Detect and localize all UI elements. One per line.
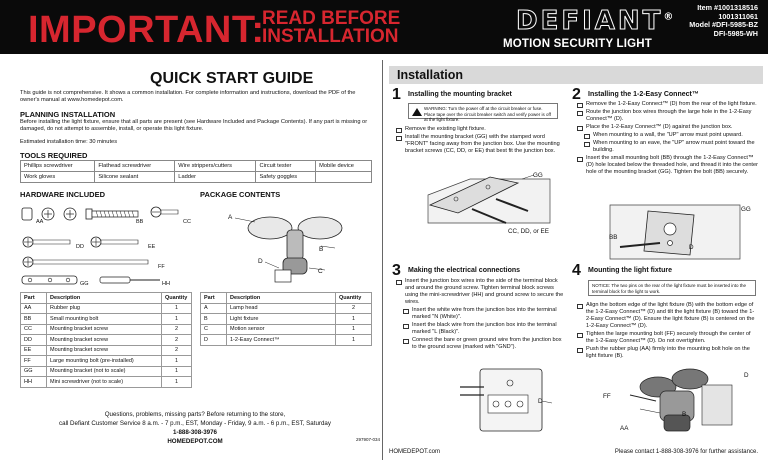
pkg-label-b: B <box>319 246 324 253</box>
step-subitem: Insert the white wire from the junction box into the terminal marked "N (White)". <box>395 307 565 321</box>
hardware-illustration <box>20 200 220 290</box>
col-header: Description <box>47 293 162 304</box>
desc-cell: Mounting bracket screw <box>47 324 162 335</box>
item-line: 1001311061 <box>718 11 758 21</box>
step-4-label-ff: FF <box>603 393 611 400</box>
pkg-label-a: A <box>228 214 233 221</box>
col-header: Part <box>201 293 227 304</box>
step-2-label-bb: BB <box>609 234 618 241</box>
planning-heading: PLANNING INSTALLATION <box>20 110 116 119</box>
qty-cell: 1 <box>162 303 192 314</box>
step-4-label-b: B <box>682 411 687 418</box>
tool-cell: Wire strippers/cutters <box>175 161 256 172</box>
qty-cell: 1 <box>336 335 372 346</box>
step-2-list <box>576 101 758 177</box>
package-table <box>200 292 372 346</box>
bracket-screw-ee-icon <box>91 237 138 247</box>
hw-label-aa: AA <box>36 219 44 225</box>
qty-cell: 1 <box>162 366 192 377</box>
tool-cell: Mobile device <box>316 161 372 172</box>
item-numbers <box>689 4 758 38</box>
step-title: Installing the 1-2-Easy Connect™ <box>588 91 699 98</box>
step-3-illustration <box>460 365 560 435</box>
desc-cell: Mounting bracket screw <box>47 335 162 346</box>
part-cell: GG <box>21 366 47 377</box>
step-number: 3 <box>392 262 401 279</box>
qty-cell: 2 <box>336 303 372 314</box>
tool-cell: Work gloves <box>21 172 95 183</box>
table-row <box>21 377 192 388</box>
table-row <box>201 303 372 314</box>
help-line: Questions, problems, missing parts? Before returning to the store, <box>104 411 286 418</box>
table-row <box>201 324 372 335</box>
read-before-line: READ BEFORE <box>262 8 401 29</box>
step-1-list <box>395 126 565 156</box>
help-phone: 1-888-308-3976 <box>172 429 218 436</box>
step-title: Installing the mounting bracket <box>408 91 512 98</box>
step-4-list <box>576 302 758 361</box>
tool-cell: Flathead screwdriver <box>95 161 175 172</box>
small-mounting-bolt-icon <box>42 208 76 220</box>
step-4-label-d: D <box>744 372 749 379</box>
important-title: IMPORTANT: <box>28 9 265 51</box>
step-2-label-d: D <box>689 244 694 251</box>
part-cell: DD <box>21 335 47 346</box>
tools-row <box>21 161 372 172</box>
table-row <box>21 303 192 314</box>
table-header-row <box>21 293 192 304</box>
desc-cell: 1-2-Easy Connect™ <box>227 335 336 346</box>
header-bar <box>0 0 768 54</box>
qty-cell: 1 <box>162 377 192 388</box>
step-item: Insert the small mounting bolt (BB) through the 1-2-Easy Connect™ (D) hole located below the threaded hole, and thread it into the center hole of the mounting bracket (GG). Tighten the bolt (BB) securely. <box>576 155 758 176</box>
footer-contact: Please contact 1-888-308-3976 for further assistance. <box>614 449 758 455</box>
col-header: Part <box>21 293 47 304</box>
warning-box <box>408 103 558 122</box>
footer-site: HOMEDEPOT.com <box>389 449 441 455</box>
part-cell: AA <box>21 303 47 314</box>
step-subitem: Insert the black wire from the junction box into the terminal marked "L (Black)". <box>395 322 565 336</box>
step-subitem: Connect the bare or green ground wire from the junction box to the ground screw (marked with "GND"). <box>395 337 565 351</box>
read-before-installation <box>262 10 400 46</box>
col-header: Quantity <box>336 293 372 304</box>
package-heading: PACKAGE CONTENTS <box>200 190 281 199</box>
hardware-heading: HARDWARE INCLUDED <box>20 190 105 199</box>
step-4-illustration <box>610 365 760 440</box>
hardware-table <box>20 292 192 388</box>
hw-label-hh: HH <box>162 281 170 287</box>
step-item: Remove the 1-2-Easy Connect™ (D) from the rear of the light fixture. <box>576 101 758 108</box>
hw-label-bb: BB <box>136 219 144 225</box>
item-line: Model #DFI-5985-BZ <box>689 20 758 30</box>
step-3-label-d: D <box>538 398 543 405</box>
desc-cell: Lamp head <box>227 303 336 314</box>
hw-label-dd: DD <box>76 244 84 250</box>
easy-connect-icon <box>275 270 291 282</box>
tool-cell: Circuit tester <box>256 161 316 172</box>
bracket-screw-cc-icon <box>151 207 178 217</box>
tool-cell: Ladder <box>175 172 256 183</box>
mini-screwdriver-icon <box>100 277 160 283</box>
warning-text: WARNING: Turn the power off at the circuit breaker or fuse. Place tape over the circuit breaker switch and verify power is off at the light fixture. <box>424 106 551 122</box>
hw-label-ff: FF <box>158 264 165 270</box>
table-row <box>21 345 192 356</box>
step-item: Insert the junction box wires into the side of the terminal block and around the ground screw. Tighten terminal block screws using the mini-screwdriver (HH) and ground screw to secure the wires. <box>395 278 565 306</box>
step-item: Align the bottom edge of the light fixture (B) with the bottom edge of the 1-2-Easy Connect™ (D) and tilt the light fixture (B) toward the 1-2-Easy Connect™ (D). Ensure the light fixture (B) is centered on the 1-2-Easy Connect™ (D). <box>576 302 758 330</box>
tool-cell <box>316 172 372 183</box>
qty-cell: 2 <box>162 345 192 356</box>
tool-cell: Silicone sealant <box>95 172 175 183</box>
pkg-label-c: C <box>318 268 323 275</box>
desc-cell: Large mounting bolt (pre-installed) <box>47 356 162 367</box>
qty-cell: 1 <box>162 356 192 367</box>
mounting-bracket-icon <box>22 276 77 284</box>
brand-logo <box>516 6 676 36</box>
part-cell: CC <box>21 324 47 335</box>
part-cell: HH <box>21 377 47 388</box>
quick-start-title: QUICK START GUIDE <box>150 70 314 87</box>
desc-cell: Mini screwdriver (not to scale) <box>47 377 162 388</box>
pkg-label-d: D <box>258 258 263 265</box>
tool-cell: Safety goggles <box>256 172 316 183</box>
item-line: Item #1001318516 <box>697 3 758 12</box>
qty-cell: 2 <box>162 335 192 346</box>
step-number: 4 <box>572 262 581 279</box>
part-cell: FF <box>21 356 47 367</box>
step-2-illustration <box>590 195 760 265</box>
table-row <box>21 335 192 346</box>
step-item: Remove the existing light fixture. <box>395 126 565 133</box>
desc-cell: Light fixture <box>227 314 336 325</box>
installation-line: INSTALLATION <box>262 26 399 47</box>
qty-cell: 1 <box>336 324 372 335</box>
hw-label-ee: EE <box>148 244 156 250</box>
step-item: Route the junction box wires through the large hole in the 1-2-Easy Connect™ (D). <box>576 109 758 123</box>
hw-label-gg: GG <box>80 281 89 287</box>
table-row <box>201 314 372 325</box>
part-cell: D <box>201 335 227 346</box>
table-header-row <box>201 293 372 304</box>
installation-header <box>389 66 763 84</box>
table-row <box>21 314 192 325</box>
step-1-label-screws: CC, DD, or EE <box>508 228 549 235</box>
light-fixture-icon <box>287 230 303 260</box>
step-number: 1 <box>392 86 401 103</box>
step-4-label-aa: AA <box>620 425 629 432</box>
help-section <box>30 410 360 446</box>
step-subitem: When mounting to an eave, the "UP" arrow must point toward the building. <box>576 140 758 154</box>
qty-cell: 1 <box>336 314 372 325</box>
tools-heading: TOOLS REQUIRED <box>20 151 88 160</box>
brand-registered-mark: ® <box>663 11 677 23</box>
desc-cell: Mounting bracket (not to scale) <box>47 366 162 377</box>
package-illustration <box>225 198 365 288</box>
part-cell: C <box>201 324 227 335</box>
item-line: DFI-5985-WH <box>713 28 758 38</box>
terminal-block-icon <box>480 369 542 431</box>
rubber-plug-icon <box>22 208 32 220</box>
hw-label-cc: CC <box>183 219 191 225</box>
part-cell: A <box>201 303 227 314</box>
bracket-screw-dd-icon <box>23 237 70 247</box>
wall-bracket-icon <box>702 385 732 425</box>
intro-text: This guide is not comprehensive. It shows a common installation. For complete information and instructions, download the PDF of the owner's manual at www.homedepot.com. <box>20 90 356 103</box>
desc-cell: Small mounting bolt <box>47 314 162 325</box>
tools-row <box>21 172 372 183</box>
notice-box: NOTICE: The two pins on the rear of the light fixture must be inserted into the terminal block for the light to work. <box>588 280 756 296</box>
table-row <box>21 324 192 335</box>
bracket-screw-long-icon <box>86 209 138 219</box>
large-mounting-bolt-icon <box>23 257 148 267</box>
desc-cell: Rubber plug <box>47 303 162 314</box>
table-row <box>21 366 192 377</box>
part-cell: BB <box>21 314 47 325</box>
table-row <box>21 356 192 367</box>
column-divider <box>382 60 383 460</box>
qty-cell: 2 <box>162 324 192 335</box>
tools-table <box>20 160 372 183</box>
step-item: Tighten the large mounting bolt (FF) securely through the center of the 1-2-Easy Connect™ (D). Do not overtighten. <box>576 331 758 345</box>
step-1-label-gg: GG <box>533 172 543 179</box>
part-cell: B <box>201 314 227 325</box>
planning-text: Before installing the light fixture, ensure that all parts are present (see Hardware Included and Package Contents). If any part is missing or damaged, do not attempt to assemble, install, or operate this light fixture. <box>20 119 368 132</box>
table-row <box>201 335 372 346</box>
document-id: 297907-034 <box>356 437 381 442</box>
brand-name: DEFIANT <box>516 6 664 36</box>
col-header: Description <box>227 293 336 304</box>
col-header: Quantity <box>162 293 192 304</box>
qty-cell: 1 <box>162 314 192 325</box>
help-site: HOMEDEPOT.COM <box>167 438 223 445</box>
step-item: Place the 1-2-Easy Connect™ (D) against the junction box. <box>576 124 758 131</box>
product-name: MOTION SECURITY LIGHT <box>503 38 653 50</box>
help-line: call Defiant Customer Service 8 a.m. - 7 p.m., EST, Monday - Friday, 9 a.m. - 6 p.m., EST, Saturday <box>59 420 331 427</box>
warning-icon <box>412 108 422 116</box>
step-number: 2 <box>572 86 581 103</box>
desc-cell: Mounting bracket screw <box>47 345 162 356</box>
easy-connect-plate-icon <box>644 211 694 255</box>
step-title: Mounting the light fixture <box>588 267 672 274</box>
step-3-list <box>395 278 565 352</box>
step-1-illustration <box>410 165 570 235</box>
part-cell: EE <box>21 345 47 356</box>
step-subitem: When mounting to a wall, the "UP" arrow must point upward. <box>576 132 758 139</box>
estimated-time: Estimated installation time: 30 minutes <box>20 139 118 145</box>
step-2-label-gg: GG <box>741 206 751 213</box>
step-item: Push the rubber plug (AA) firmly into the mounting bolt hole on the light fixture (B). <box>576 346 758 360</box>
installation-title: Installation <box>397 68 463 82</box>
step-title: Making the electrical connections <box>408 267 521 274</box>
step-item: Install the mounting bracket (GG) with the stamped word "FRONT" facing away from the junction box. Use the mounting bracket screws (CC, DD, or EE) that best fit the junction box. <box>395 134 565 155</box>
tool-cell: Phillips screwdriver <box>21 161 95 172</box>
desc-cell: Motion sensor <box>227 324 336 335</box>
